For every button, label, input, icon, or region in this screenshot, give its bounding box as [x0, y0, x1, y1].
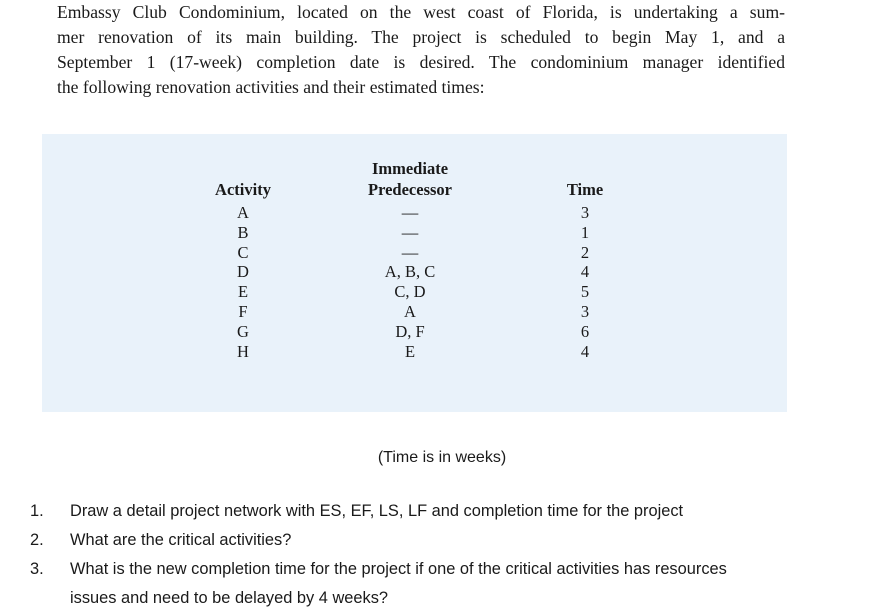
predecessor-cell: —	[401, 222, 419, 242]
question-text	[70, 555, 875, 613]
intro-line: the following renovation activities and their estimated times:	[57, 77, 485, 97]
question-text: Draw a detail project network with ES, EF, LS, LF and completion time for the project	[70, 502, 684, 520]
activity-cell: A	[237, 203, 249, 222]
predecessor-header-line1: Immediate	[371, 159, 449, 178]
question-text: What are the critical activities?	[70, 531, 292, 549]
activity-column	[198, 179, 288, 361]
predecessor-cell: —	[401, 242, 419, 262]
question-text-line: issues and need to be delayed by 4 weeks?	[70, 589, 389, 607]
intro-line: mer renovation of its main building. The project is scheduled to begin May 1, and a	[57, 27, 785, 47]
time-cell: 3	[580, 203, 590, 222]
time-header: Time	[566, 180, 604, 199]
predecessor-cell: —	[401, 203, 419, 222]
time-cell: 4	[580, 262, 590, 282]
activity-cell: H	[237, 341, 249, 361]
question-text-line: What is the new completion time for the project if one of the critical activities has resources	[70, 560, 727, 578]
table-caption: (Time is in weeks)	[377, 449, 507, 466]
time-cell: 5	[580, 282, 590, 302]
predecessor-cell: E	[404, 341, 416, 361]
time-cell: 3	[580, 301, 590, 321]
predecessor-cell: A	[404, 301, 416, 321]
time-cell: 6	[580, 321, 590, 341]
activity-cell: E	[237, 282, 249, 302]
time-cell: 1	[580, 222, 590, 242]
intro-line: Embassy Club Condominium, located on the west coast of Florida, is undertaking a sum-	[57, 2, 785, 22]
predecessor-header-line2: Predecessor	[368, 180, 452, 199]
activity-cell: D	[237, 262, 249, 282]
predecessor-cell: C, D	[394, 282, 426, 302]
intro-line: September 1 (17-week) completion date is desired. The condominium manager identified	[57, 52, 785, 72]
question-number: 1.	[30, 502, 44, 520]
predecessor-cell: A, B, C	[384, 262, 436, 282]
activity-cell: F	[238, 301, 248, 321]
predecessor-column	[342, 158, 478, 361]
time-cell: 4	[580, 341, 590, 361]
activity-cell: C	[237, 242, 249, 262]
intro-paragraph	[57, 0, 785, 100]
question-number: 2.	[30, 531, 44, 549]
predecessor-cell: D, F	[395, 321, 425, 341]
activity-header: Activity	[215, 180, 271, 199]
activity-cell: G	[237, 321, 249, 341]
time-cell: 2	[580, 242, 590, 262]
question-number: 3.	[30, 560, 44, 578]
activity-table	[42, 134, 787, 412]
time-column	[550, 179, 620, 361]
activity-cell: B	[237, 222, 249, 242]
